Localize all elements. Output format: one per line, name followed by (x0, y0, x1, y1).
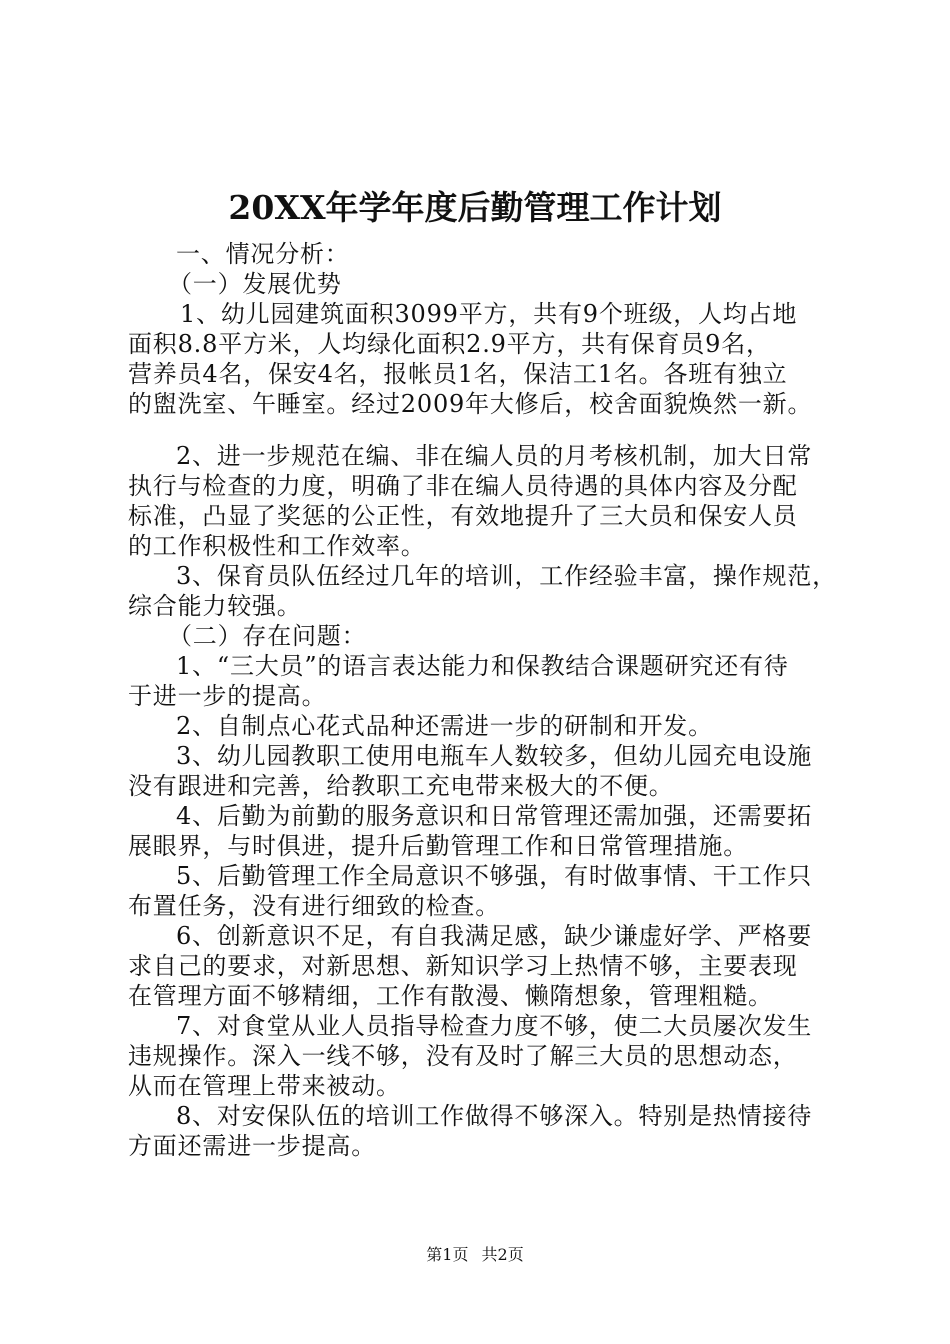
paragraph-line: 展眼界，与时俱进，提升后勤管理工作和日常管理措施。 (128, 832, 748, 860)
paragraph-line: 6、创新意识不足，有自我满足感，缺少谦虚好学、严格要 (176, 922, 813, 950)
paragraph-line: 求自己的要求，对新思想、新知识学习上热情不够，主要表现 (128, 952, 798, 980)
paragraph-line: 的工作积极性和工作效率。 (128, 532, 426, 560)
paragraph-line: 综合能力较强。 (128, 592, 302, 620)
paragraph-line: 2、进一步规范在编、非在编人员的月考核机制，加大日常 (176, 442, 813, 470)
paragraph-line: 8、对安保队伍的培训工作做得不够深入。特别是热情接待 (176, 1102, 813, 1130)
section-heading: 一、情况分析： (176, 240, 350, 268)
page-number: 第1页 (426, 1245, 469, 1264)
paragraph-line: 5、后勤管理工作全局意识不够强，有时做事情、干工作只 (176, 862, 813, 890)
paragraph-line: 标准，凸显了奖惩的公正性，有效地提升了三大员和保安人员 (128, 502, 798, 530)
paragraph-line: 4、后勤为前勤的服务意识和日常管理还需加强，还需要拓 (176, 802, 813, 830)
paragraph-line: 在管理方面不够精细，工作有散漫、懒隋想象，管理粗糙。 (128, 982, 773, 1010)
paragraph-line: 从而在管理上带来被动。 (128, 1072, 401, 1100)
paragraph-line: 营养员4名，保安4名，报帐员1名，保洁工1名。各班有独立 (128, 360, 788, 388)
subsection-heading: （二）存在问题： (168, 622, 367, 650)
document-body (128, 239, 840, 1161)
document-title: 20XX年学年度后勤管理工作计划 (228, 188, 722, 227)
paragraph-line: 3、幼儿园教职工使用电瓶车人数较多，但幼儿园充电设施 (176, 742, 813, 770)
paragraph-line: 方面还需进一步提高。 (128, 1132, 376, 1160)
paragraph-line: 1、“三大员”的语言表达能力和保教结合课题研究还有待 (176, 652, 789, 680)
paragraph-line: 执行与检查的力度，明确了非在编人员待遇的具体内容及分配 (128, 472, 798, 500)
page-footer (0, 1245, 950, 1265)
paragraph-line: 的盥洗室、午睡室。经过2009年大修后，校舍面貌焕然一新。 (128, 390, 813, 418)
paragraph-line: 1、幼儿园建筑面积3099平方，共有9个班级，人均占地 (180, 300, 798, 328)
paragraph-line: 3、保育员队伍经过几年的培训，工作经验丰富，操作规范， (176, 562, 837, 590)
paragraph-line: 面积8.8平方米，人均绿化面积2.9平方，共有保育员9名， (128, 330, 771, 358)
paragraph-line: 违规操作。深入一线不够，没有及时了解三大员的思想动态， (128, 1042, 798, 1070)
paragraph-line: 布置任务，没有进行细致的检查。 (128, 892, 500, 920)
paragraph-line: 于进一步的提高。 (128, 682, 327, 710)
paragraph-gap (128, 419, 840, 441)
paragraph-line: 没有跟进和完善，给教职工充电带来极大的不便。 (128, 772, 674, 800)
subsection-heading: （一）发展优势 (168, 270, 342, 298)
page-total: 共2页 (481, 1245, 524, 1264)
paragraph-line: 7、对食堂从业人员指导检查力度不够，使二大员屡次发生 (176, 1012, 813, 1040)
paragraph-line: 2、自制点心花式品种还需进一步的研制和开发。 (176, 712, 713, 740)
